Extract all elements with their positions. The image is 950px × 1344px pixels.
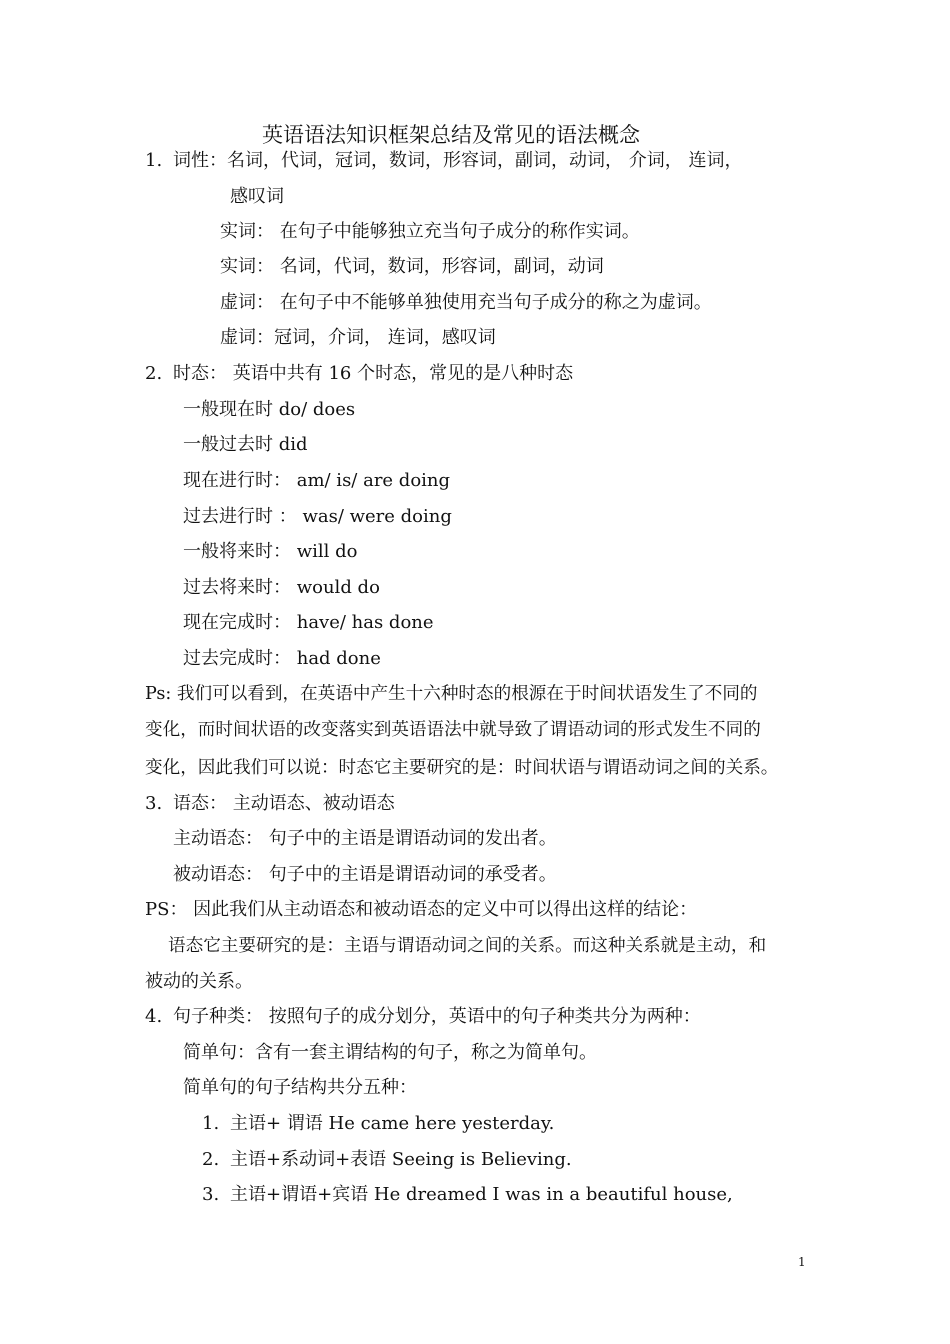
sentence-structures-intro: 简单句的句子结构共分五种： — [183, 1077, 417, 1098]
tense-ps-line: 变化，而时间状语的改变落实到英语语法中就导致了谓语动词的形式发生不同的 — [145, 720, 761, 740]
section-1-parts-of-speech: 词性：名词，代词，冠词，数词，形容词，副词，动词， 介词， 连词， — [173, 150, 743, 171]
tense-item: 过去完成时： had done — [183, 648, 381, 669]
voice-ps-line: 被动的关系。 — [145, 971, 253, 992]
section-3-heading: 语态： 主动语态、被动语态 — [173, 793, 395, 814]
tense-item: 一般将来时： will do — [183, 541, 358, 562]
tense-item: 现在进行时： am/ is/ are doing — [183, 470, 451, 491]
structure-item: 主语+谓语+宾语 He dreamed I was in a beautiful house, — [230, 1184, 733, 1205]
section-3-number: 3. — [145, 793, 163, 814]
section-1-parts-of-speech-cont: 感叹词 — [230, 186, 284, 207]
structure-item: 主语+ 谓语 He came here yesterday. — [230, 1113, 555, 1134]
section-2-number: 2. — [145, 363, 163, 384]
simple-sentence-definition: 简单句：含有一套主谓结构的句子，称之为简单句。 — [183, 1042, 597, 1063]
tense-item: 现在完成时： have/ has done — [183, 612, 434, 633]
tense-item: 一般过去时 did — [183, 434, 308, 455]
passive-voice-definition: 被动语态： 句子中的主语是谓语动词的承受者。 — [173, 864, 557, 885]
content-word-definition: 实词： 在句子中能够独立充当句子成分的称作实词。 — [220, 221, 640, 242]
content-word-list: 实词： 名词，代词，数词，形容词，副词，动词 — [220, 256, 604, 277]
structure-number: 2. — [202, 1149, 220, 1170]
voice-ps-line: PS： 因此我们从主动语态和被动语态的定义中可以得出这样的结论： — [145, 899, 698, 920]
tense-ps-line: 变化，因此我们可以说：时态它主要研究的是：时间状语与谓语动词之间的关系。 — [145, 758, 779, 778]
voice-ps-line: 语态它主要研究的是：主语与谓语动词之间的关系。而这种关系就是主动，和 — [168, 936, 767, 956]
structure-number: 1. — [202, 1113, 220, 1134]
section-1-number: 1. — [145, 150, 163, 171]
tense-item: 过去进行时 ： was/ were doing — [183, 506, 452, 527]
function-word-list: 虚词：冠词，介词， 连词，感叹词 — [220, 327, 496, 348]
page-number: 1 — [798, 1255, 806, 1269]
tense-item: 一般现在时 do/ does — [183, 399, 356, 420]
section-4-heading: 句子种类： 按照句子的成分划分，英语中的句子种类共分为两种： — [173, 1006, 701, 1027]
active-voice-definition: 主动语态： 句子中的主语是谓语动词的发出者。 — [173, 828, 557, 849]
document-title: 英语语法知识框架总结及常见的语法概念 — [262, 123, 640, 147]
section-4-number: 4. — [145, 1006, 163, 1027]
function-word-definition: 虚词： 在句子中不能够单独使用充当句子成分的称之为虚词。 — [220, 292, 712, 313]
structure-number: 3. — [202, 1184, 220, 1205]
structure-item: 主语+系动词+表语 Seeing is Believing. — [230, 1149, 572, 1170]
tense-item: 过去将来时： would do — [183, 577, 380, 598]
tense-ps-line: Ps: 我们可以看到，在英语中产生十六种时态的根源在于时间状语发生了不同的 — [145, 684, 758, 704]
section-2-heading: 时态： 英语中共有 16 个时态，常见的是八种时态 — [173, 363, 574, 384]
